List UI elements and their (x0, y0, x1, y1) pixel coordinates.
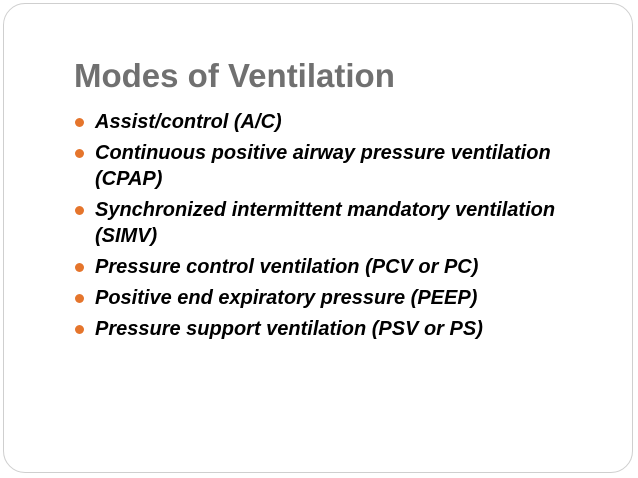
bullet-dot-icon (75, 118, 84, 127)
bullet-text: Pressure support ventilation (PSV or PS) (95, 318, 483, 340)
bullet-item (74, 140, 574, 192)
slide-title: Modes of Ventilation (74, 57, 395, 94)
bullet-item (74, 109, 574, 135)
bullet-dot-icon (75, 149, 84, 158)
bullet-text: Positive end expiratory pressure (PEEP) (95, 287, 478, 309)
bullet-text: Pressure control ventilation (PCV or PC) (95, 256, 479, 278)
bullet-item (74, 254, 574, 280)
slide (3, 3, 633, 473)
bullet-item (74, 197, 574, 249)
bullet-text: Assist/control (A/C) (95, 111, 282, 133)
bullet-dot-icon (75, 294, 84, 303)
bullet-dot-icon (75, 206, 84, 215)
bullet-text: Synchronized intermittent mandatory ventilation (SIMV) (95, 199, 556, 247)
bullet-list (74, 109, 574, 347)
bullet-dot-icon (75, 325, 84, 334)
bullet-text: Continuous positive airway pressure ventilation (CPAP) (95, 142, 551, 190)
bullet-dot-icon (75, 263, 84, 272)
bullet-item (74, 285, 574, 311)
bullet-item (74, 316, 574, 342)
